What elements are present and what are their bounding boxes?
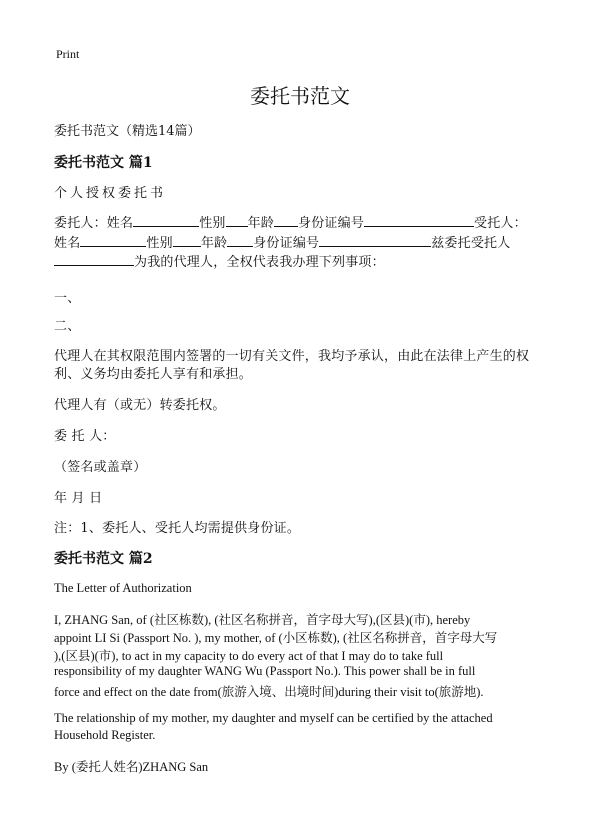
blank-agent-id (319, 234, 431, 247)
note-text: 注：1、委托人、受托人均需提供身份证。 (54, 521, 301, 536)
letter-paragraph-1-line-2: appoint LI Si (Passport No. ), my mother, of (小区栋数), (社区名称拼音，首字母大写 (54, 631, 498, 645)
blank-agent-gender (173, 234, 201, 247)
blank-principal-id (364, 214, 474, 227)
label-agent-age: 年龄 (200, 236, 228, 251)
label-agent-id: 身份证编号 (253, 236, 320, 251)
label-agent: 受托人： (474, 216, 527, 231)
label-entrust: 兹委托受托人 (431, 236, 511, 251)
blank-agent-name (80, 234, 146, 247)
page-title: 委托书范文 (250, 84, 350, 108)
agent-statement: 为我的代理人，全权代表我办理下列事项： (134, 255, 385, 270)
letter-paragraph-1-line-3: ),(区县)(市), to act in my capacity to do every act of that I may do to take full (54, 649, 444, 663)
section-2-heading: 委托书范文 篇2 (54, 551, 153, 567)
form-line-3 (54, 251, 385, 270)
label-principal-age: 年龄 (247, 216, 275, 231)
print-link[interactable]: Print (56, 47, 80, 61)
paragraph-1-line-1: 代理人在其权限范围内签署的一切有关文件，我均予承认，由此在法律上产生的权 (54, 349, 530, 364)
blank-principal-name (133, 214, 199, 227)
blank-agent-age (227, 234, 253, 247)
blank-principal-gender (226, 214, 248, 227)
form-line-2 (54, 232, 510, 251)
list-item-1: 一、 (54, 291, 81, 306)
letter-paragraph-2-line-2: Household Register. (54, 728, 156, 742)
form-line-1 (54, 212, 527, 231)
label-principal-id: 身份证编号 (298, 216, 365, 231)
letter-paragraph-1-line-4: responsibility of my daughter WANG Wu (Passport No.). This power shall be in full (54, 664, 476, 678)
section-1-heading: 委托书范文 篇1 (54, 155, 153, 171)
document-subtitle: 委托书范文（精选14篇） (54, 124, 201, 139)
paragraph-1-line-2: 利、义务均由委托人享有和承担。 (54, 367, 253, 382)
date-label: 年 月 日 (54, 491, 103, 506)
letter-title: The Letter of Authorization (54, 581, 192, 595)
paragraph-2: 代理人有（或无）转委托权。 (54, 398, 226, 413)
label-principal-gender: 性别 (199, 216, 226, 231)
principal-label: 委 托 人： (54, 429, 116, 444)
signature-label: （签名或盖章） (54, 460, 147, 475)
label-principal-name: 委托人：姓名 (54, 216, 134, 231)
label-agent-name: 姓名 (54, 236, 81, 251)
list-item-2: 二、 (54, 319, 81, 334)
letter-paragraph-1-line-1: I, ZHANG San, of (社区栋数), (社区名称拼音，首字母大写),(区县)(市), hereby (54, 613, 471, 627)
letter-by-line: By (委托人姓名)ZHANG San (54, 760, 209, 774)
label-agent-gender: 性别 (146, 236, 173, 251)
letter-paragraph-1-line-5: force and effect on the date from(旅游入境、出境时间)during their visit to(旅游地). (54, 685, 484, 699)
section-1-doc-name: 个人授权委托书 (54, 186, 167, 201)
blank-principal-age (274, 214, 298, 227)
letter-paragraph-2-line-1: The relationship of my mother, my daughter and myself can be certified by the attached (54, 711, 493, 725)
blank-agent-name-2 (54, 253, 134, 266)
